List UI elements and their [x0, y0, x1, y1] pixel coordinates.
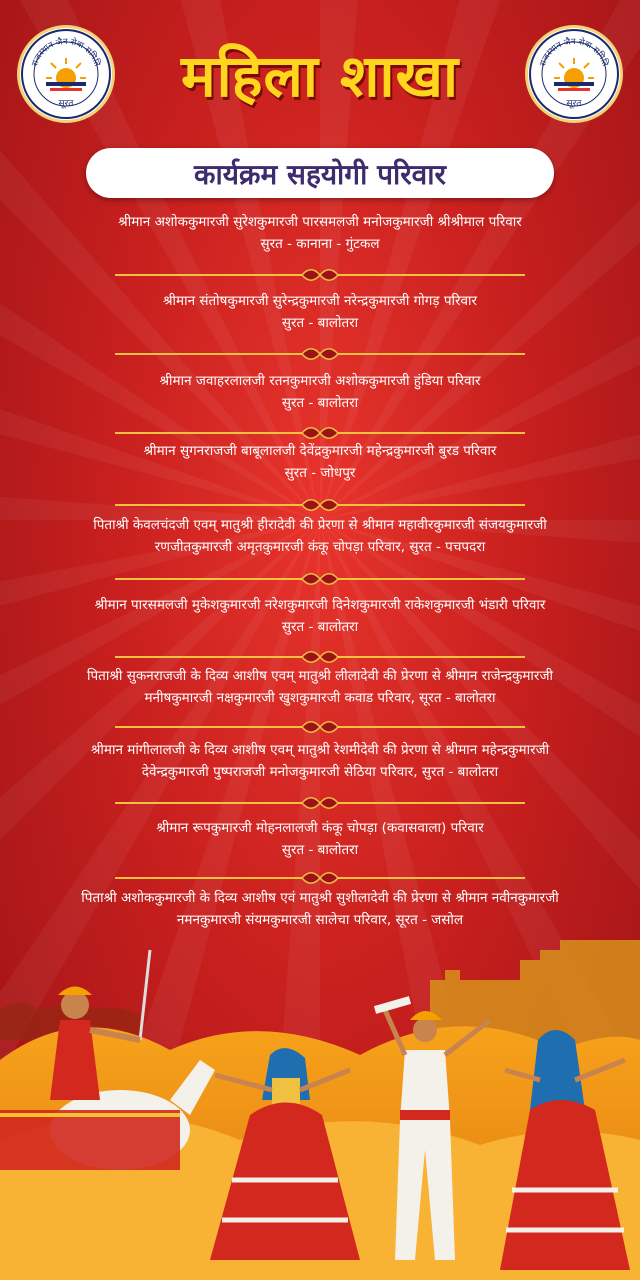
ornamental-divider	[115, 871, 525, 885]
poster-subtitle: कार्यक्रम सहयोगी परिवार	[194, 158, 446, 191]
organization-logo-left	[20, 28, 112, 120]
scroll-ornament-icon	[300, 650, 340, 664]
subtitle-banner	[86, 148, 554, 198]
sponsor-names: श्रीमान सुगनराजजी बाबूलालजी देवेंद्रकुमारजी महेन्द्रकुमारजी बुरड परिवार	[143, 443, 497, 459]
sponsor-names: श्रीमान अशोककुमारजी सुरेशकुमारजी पारसमलजी मनोजकुमारजी श्रीश्रीमाल परिवार	[118, 214, 522, 230]
sponsor-entry	[10, 887, 630, 931]
sponsor-location: सुरत - बालोतरा	[281, 395, 359, 411]
ornamental-divider	[115, 720, 525, 734]
scroll-ornament-icon	[300, 720, 340, 734]
ornamental-divider	[115, 650, 525, 664]
sponsor-location: देवेन्द्रकुमारजी पुष्पराजजी मनोजकुमारजी सेठिया परिवार, सुरत - बालोतरा	[141, 764, 499, 780]
ornamental-divider	[115, 572, 525, 586]
sponsor-location: सुरत - कानाना - गुंटकल	[260, 236, 380, 252]
scroll-ornament-icon	[300, 268, 340, 282]
sponsor-entry	[10, 665, 630, 709]
sponsor-names: श्रीमान संतोषकुमारजी सुरेन्द्रकुमारजी नरेन्द्रकुमारजी गोगड़ परिवार	[162, 293, 478, 309]
logo-city-text: सूरत	[566, 99, 582, 109]
sponsor-entry	[10, 739, 630, 783]
sponsor-entry	[10, 440, 630, 484]
scroll-ornament-icon	[300, 498, 340, 512]
sponsor-entry	[10, 514, 630, 558]
sponsor-location: नमनकुमारजी संयमकुमारजी सालेचा परिवार, सूरत - जसोल	[176, 912, 464, 928]
logo-arc-text: राजस्थान जैन सेवा समिति	[538, 36, 610, 68]
sponsor-location: सुरत - बालोतरा	[281, 315, 359, 331]
sponsor-location: सुरत - बालोतरा	[281, 619, 359, 635]
ornamental-divider	[115, 426, 525, 440]
scroll-ornament-icon	[300, 572, 340, 586]
poster-title: महिला शाखा	[181, 42, 459, 110]
logo-city-text: सूरत	[58, 99, 74, 109]
scroll-ornament-icon	[300, 347, 340, 361]
scroll-ornament-icon	[300, 796, 340, 810]
ornamental-divider	[115, 498, 525, 512]
sponsor-location: सुरत - जोधपुर	[284, 465, 356, 481]
sponsor-location: रणजीतकुमारजी अमृतकुमारजी कंकू चोपड़ा परिवार, सुरत - पचपदरा	[154, 539, 486, 555]
rising-sun-emblem-icon	[528, 28, 620, 120]
scroll-ornament-icon	[300, 871, 340, 885]
scroll-ornament-icon	[300, 426, 340, 440]
sponsor-names: पिताश्री केवलचंदजी एवम् मातुश्री हीरादेवी की प्रेरणा से श्रीमान महावीरकुमारजी संजयकुमारजी	[93, 517, 547, 533]
sponsor-names: श्रीमान मांगीलालजी के दिव्य आशीष एवम् मातुश्री रेशमीदेवी की प्रेरणा से श्रीमान महेन्द्रकुमारजी	[90, 742, 550, 758]
sponsor-names: पिताश्री अशोककुमारजी के दिव्य आशीष एवं मातुश्री सुशीलादेवी की प्रेरणा से श्रीमान नवीनकुमारजी	[81, 890, 559, 906]
organization-logo-right	[528, 28, 620, 120]
sponsor-entry	[10, 370, 630, 414]
sponsor-location: सुरत - बालोतरा	[281, 842, 359, 858]
sponsor-names: श्रीमान जवाहरलालजी रतनकुमारजी अशोककुमारजी हुंडिया परिवार	[159, 373, 481, 389]
ornamental-divider	[115, 347, 525, 361]
sponsor-names: श्रीमान पारसमलजी मुकेशकुमारजी नरेशकुमारजी दिनेशकुमारजी राकेशकुमारजी भंडारी परिवार	[94, 597, 546, 613]
ornamental-divider	[115, 268, 525, 282]
sponsor-entry	[10, 817, 630, 861]
sponsor-location: मनीषकुमारजी नक्षकुमारजी खुशकुमारजी कवाड परिवार, सूरत - बालोतरा	[144, 690, 496, 706]
sponsor-entry	[10, 290, 630, 334]
logo-arc-text: राजस्थान जैन सेवा समिति	[30, 36, 102, 68]
sponsor-names: पिताश्री सुकनराजजी के दिव्य आशीष एवम् मातुश्री लीलादेवी की प्रेरणा से श्रीमान राजेन्द्रकुमारजी	[87, 668, 553, 684]
sponsor-entry	[10, 211, 630, 255]
ornamental-divider	[115, 796, 525, 810]
rajasthani-dance-illustration	[0, 940, 640, 1280]
sponsor-entry	[10, 594, 630, 638]
sponsor-names: श्रीमान रूपकुमारजी मोहनलालजी कंकू चोपड़ा (कवासवाला) परिवार	[156, 820, 484, 836]
rising-sun-emblem-icon	[20, 28, 112, 120]
